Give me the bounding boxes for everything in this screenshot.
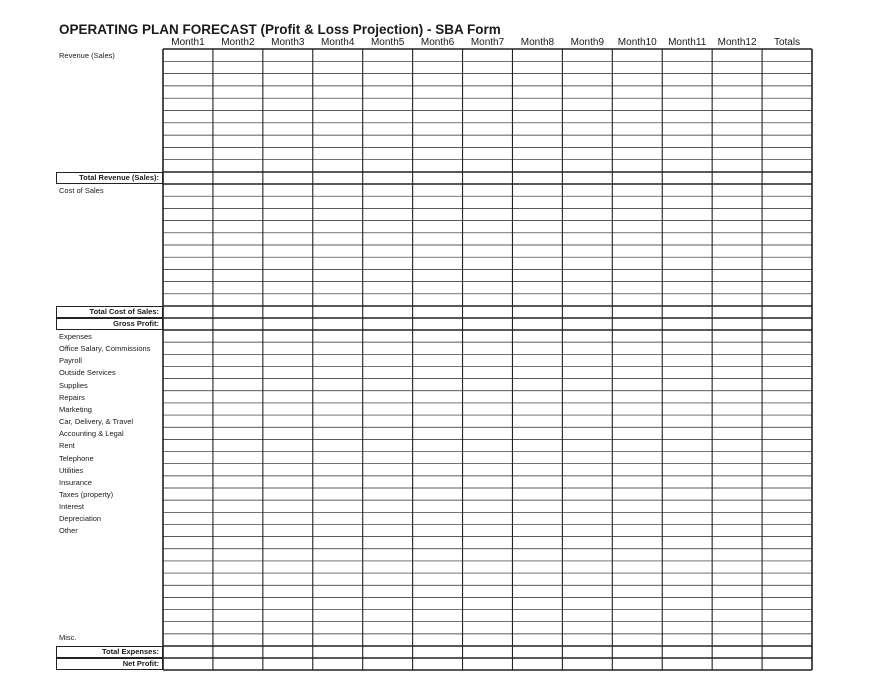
misc-label: Misc.	[59, 633, 77, 642]
expense-label: Expenses	[59, 332, 92, 341]
column-header: Month10	[617, 37, 657, 48]
column-header: Month9	[570, 37, 605, 48]
form-title: OPERATING PLAN FORECAST (Profit & Loss Projection) - SBA Form	[59, 22, 501, 37]
expense-label: Rent	[59, 441, 75, 451]
expense-label: Accounting & Legal	[59, 429, 124, 439]
expense-label: Payroll	[59, 356, 82, 366]
expense-label: Utilities	[59, 465, 84, 475]
net-profit-label: Net Profit:	[56, 658, 163, 670]
expense-label: Insurance	[59, 477, 92, 487]
column-header: Month4	[321, 37, 355, 48]
column-header: Month6	[420, 37, 455, 48]
column-header: Month5	[370, 37, 405, 48]
expense-label: Telephone	[59, 453, 94, 463]
column-header: Month3	[271, 37, 305, 48]
cost-of-sales-label: Cost of Sales	[59, 186, 104, 195]
expense-label: Other	[59, 526, 78, 536]
expense-label: Taxes (property)	[59, 490, 114, 499]
gross-profit-label: Gross Profit:	[56, 318, 163, 330]
total-revenue-label: Total Revenue (Sales):	[56, 172, 163, 184]
expense-label: Depreciation	[59, 514, 102, 524]
expense-label: Car, Delivery, & Travel	[59, 417, 134, 427]
expense-label: Interest	[59, 502, 85, 512]
column-header: Month12	[717, 37, 757, 48]
expense-label: Marketing	[59, 404, 92, 414]
column-header: Month11	[668, 37, 707, 48]
column-header: Totals	[773, 37, 801, 48]
column-header: Month7	[470, 37, 505, 48]
expense-label: Office Salary, Commissions	[59, 344, 151, 354]
expense-label: Supplies	[59, 380, 88, 390]
total-expenses-label: Total Expenses:	[56, 646, 163, 658]
column-header: Month8	[520, 37, 555, 48]
expense-label: Repairs	[59, 392, 85, 402]
column-header: Month1	[171, 37, 205, 48]
revenue-label: Revenue (Sales)	[59, 51, 115, 60]
column-header: Month2	[221, 37, 255, 48]
total-cost-of-sales-label: Total Cost of Sales:	[56, 306, 163, 318]
expense-label: Outside Services	[59, 368, 116, 378]
